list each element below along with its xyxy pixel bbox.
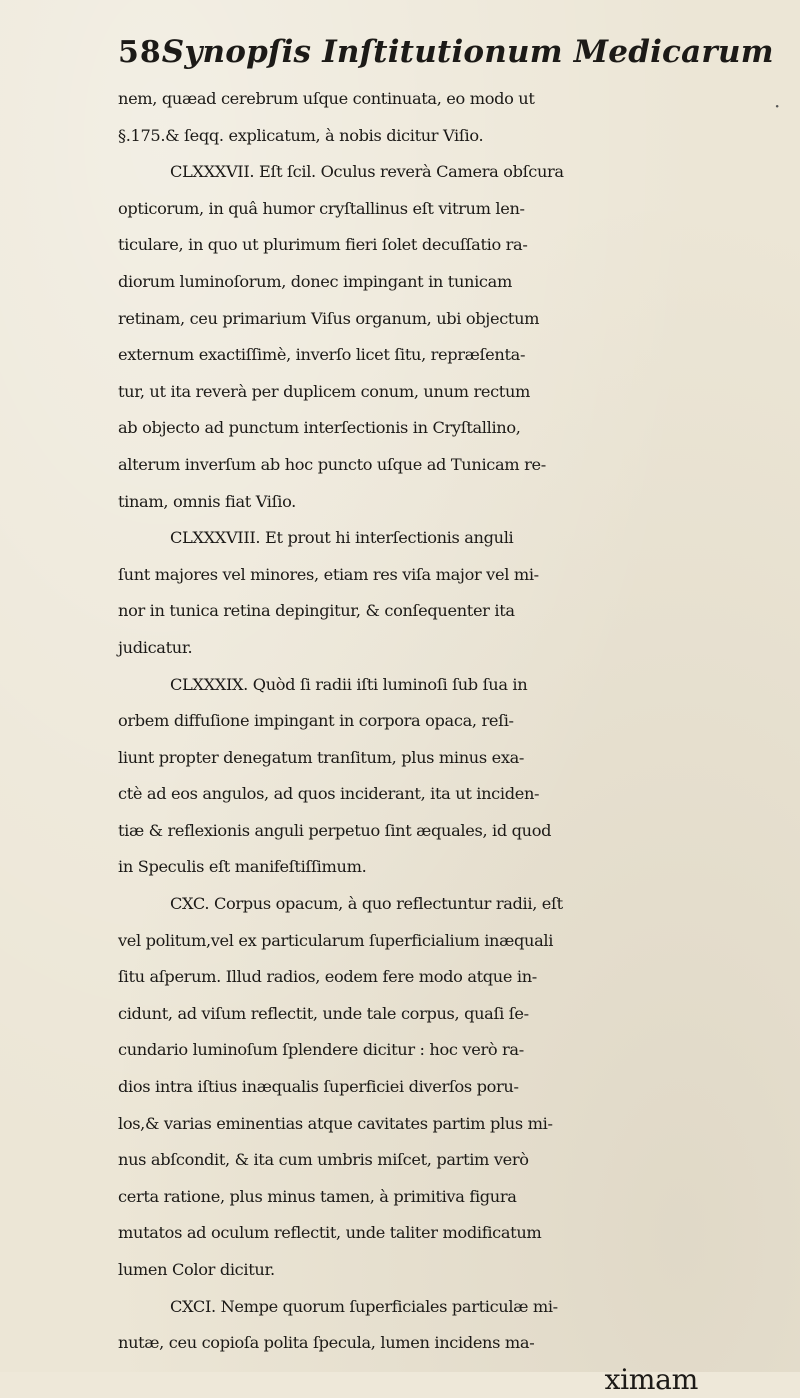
page-header [118, 34, 774, 74]
text-line: tinam, omnis fiat Viſio. [118, 491, 296, 511]
paragraph-start-line: CXC. Corpus opacum, à quo reflectuntur radii, eſt [170, 894, 563, 914]
text-line: ticulare, in quo ut plurimum fieri ſolet decuſſatio ra- [118, 235, 528, 255]
text-line: nor in tunica retina depingitur, & conſequenter ita [118, 601, 515, 621]
text-line: in Speculis eſt manifeſtiſſimum. [118, 857, 367, 877]
text-line: opticorum, in quâ humor cryſtallinus eſt vitrum len- [118, 198, 525, 218]
text-line: orbem diffuſione impingant in corpora opaca, reſi- [118, 711, 514, 731]
text-line: §.175.& ſeqq. explicatum, à nobis dicitur Viſio. [118, 125, 484, 145]
text-line: ab objecto ad punctum interſectionis in Cryſtallino, [118, 418, 521, 438]
text-line: mutatos ad oculum reflectit, unde taliter modificatum [118, 1223, 542, 1243]
text-line: certa ratione, plus minus tamen, à primitiva figura [118, 1186, 517, 1206]
text-line: judicatur. [118, 637, 193, 657]
text-line: liunt propter denegatum tranſitum, plus minus exa- [118, 747, 525, 767]
body-text [118, 81, 788, 1398]
text-line: dios intra iſtius inæqualis ſuperficiei diverſos poru- [118, 1077, 519, 1097]
text-line: retinam, ceu primarium Viſus organum, ubi objectum [118, 308, 540, 328]
margin-speck: · [774, 94, 781, 118]
text-line: cundario luminoſum ſplendere dicitur : hoc verò ra- [118, 1040, 524, 1060]
paragraph-start-line: CLXXXIX. Quòd ſi radii iſti luminoſi ſub ſua in [170, 674, 528, 694]
text-line: ſitu aſperum. Illud radios, eodem fere modo atque in- [118, 967, 537, 987]
text-line: alterum inverſum ab hoc puncto uſque ad Tunicam re- [118, 454, 546, 474]
text-line: cidunt, ad viſum reflectit, unde tale corpus, quaſi ſe- [118, 1003, 529, 1023]
text-line: nus abſcondit, & ita cum umbris miſcet, partim verò [118, 1150, 529, 1170]
text-line: los,& varias eminentias atque cavitates partim plus mi- [118, 1113, 553, 1133]
text-line: lumen Color dicitur. [118, 1260, 275, 1279]
text-line: tur, ut ita reverà per duplicem conum, unum rectum [118, 381, 531, 401]
text-line: ctè ad eos angulos, ad quos inciderant, ita ut inciden- [118, 784, 540, 804]
running-title: Synopſis Inſtitutionum Medicarum [161, 34, 774, 70]
text-line: nutæ, ceu copioſa polita ſpecula, lumen incidens ma- [118, 1333, 535, 1353]
catchword: ximam [604, 1362, 698, 1396]
paragraph-start-line: CLXXXVIII. Et prout hi interſectionis anguli [170, 528, 514, 548]
paragraph-start-line: CLXXXVII. Eſt ſcil. Oculus reverà Camera obſcura [170, 162, 564, 182]
page-number: 58 [118, 35, 162, 70]
text-line: ſunt majores vel minores, etiam res viſa major vel mi- [118, 564, 539, 584]
paragraph-start-line: CXCI. Nempe quorum ſuperficiales particulæ mi- [170, 1296, 558, 1316]
text-line: diorum luminoſorum, donec impingant in tunicam [118, 271, 512, 291]
text-line: tiæ & reflexionis anguli perpetuo ſint æquales, id quod [118, 820, 552, 840]
text-line: nem, quæad cerebrum uſque continuata, eo modo ut [118, 89, 535, 108]
text-line: vel politum,vel ex particularum ſuperficialium inæquali [118, 930, 554, 950]
text-line: externum exactiſſimè, inverſo licet ſitu, repræſenta- [118, 345, 526, 365]
